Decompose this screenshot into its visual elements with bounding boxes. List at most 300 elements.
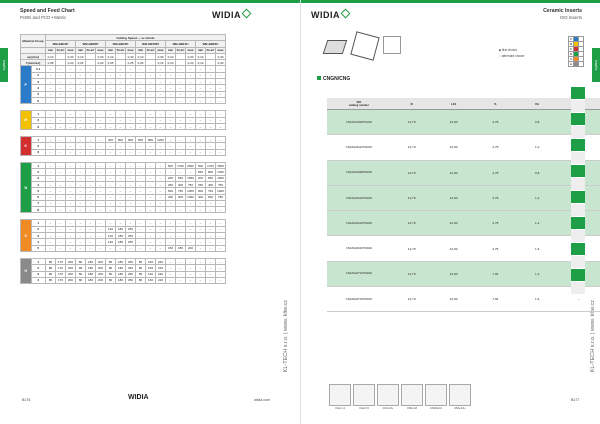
speed-value: – [76, 117, 86, 123]
insert-d-cell: 12,70 [391, 287, 433, 312]
speed-value: – [176, 200, 186, 206]
side-tab-inserts[interactable]: Inserts [0, 48, 8, 82]
speed-value: 200 [96, 271, 106, 277]
speed-value: – [186, 258, 196, 264]
subgroup-label: 6 [31, 97, 45, 103]
speed-value: – [66, 194, 76, 200]
chipbreaker-icon[interactable] [353, 384, 375, 410]
speed-value: – [216, 91, 226, 97]
speed-value: – [106, 200, 116, 206]
speed-value: – [66, 123, 76, 129]
speed-value: 160 [146, 271, 156, 277]
speed-value: – [186, 111, 196, 117]
insert-row[interactable] [327, 160, 600, 185]
speed-value: – [116, 163, 126, 169]
speed-value: – [136, 233, 146, 239]
speed-value: – [166, 97, 176, 103]
ap-value: 0,10 [46, 53, 56, 59]
speed-value: – [146, 97, 156, 103]
speed-value: – [176, 66, 186, 72]
speed-value: – [66, 245, 76, 251]
speed-value: – [186, 85, 196, 91]
speed-value: 250 [126, 277, 136, 283]
insert-l-cell: 12,90 [433, 261, 475, 286]
speed-value: – [136, 97, 146, 103]
speed-value: – [86, 207, 96, 213]
speed-value: – [146, 149, 156, 155]
speed-value: – [66, 220, 76, 226]
speed-value: 500 [196, 188, 206, 194]
speed-value: – [216, 79, 226, 85]
speed-value: – [196, 245, 206, 251]
speed-value: – [86, 91, 96, 97]
speed-value: 400 [206, 181, 216, 187]
speed-value: 80 [76, 265, 86, 271]
speed-value: – [116, 79, 126, 85]
speed-value: – [66, 91, 76, 97]
speed-value: – [136, 226, 146, 232]
speed-value: – [156, 123, 166, 129]
speed-value: – [126, 188, 136, 194]
speed-value: – [96, 111, 106, 117]
speed-value: – [146, 85, 156, 91]
speed-value: – [66, 207, 76, 213]
speed-value: – [146, 79, 156, 85]
speed-value: – [166, 226, 176, 232]
speed-value: – [66, 175, 76, 181]
speed-value: 200 [96, 277, 106, 283]
speed-value: – [56, 220, 66, 226]
speed-value: – [196, 200, 206, 206]
subgroup-label: 3 [31, 79, 45, 85]
speed-value: – [206, 277, 216, 283]
speed-value: 80 [106, 258, 116, 264]
top-bar [0, 0, 300, 3]
sub-header: St art [146, 48, 155, 53]
speed-value: – [76, 200, 86, 206]
speed-value: – [66, 200, 76, 206]
feed-label: f [mm/rev] [21, 60, 46, 66]
feed-value: 0,10 [166, 60, 176, 66]
speed-value: 650 [206, 175, 216, 181]
group-letter: M [21, 111, 32, 130]
speed-value: – [186, 79, 196, 85]
stripe-cell [571, 191, 585, 204]
speed-value: – [126, 163, 136, 169]
speed-value: – [96, 91, 106, 97]
speed-value: 250 [166, 181, 176, 187]
speed-value: – [46, 169, 56, 175]
insert-d-cell: 12,70 [391, 211, 433, 236]
speed-value: – [76, 111, 86, 117]
speed-value: – [106, 117, 116, 123]
speed-value: – [126, 245, 136, 251]
speed-value: 250 [126, 258, 136, 264]
subgroup-label: 2 [31, 226, 45, 232]
speed-value: 220 [156, 277, 166, 283]
speed-value: – [146, 72, 156, 78]
speed-value: – [56, 143, 66, 149]
feed-value: 0,05 [136, 60, 146, 66]
speed-value: 80 [76, 258, 86, 264]
stripe-cell [571, 113, 585, 126]
speed-value: – [56, 117, 66, 123]
chipbreaker-icon[interactable] [425, 384, 447, 410]
speed-value: – [76, 194, 86, 200]
footer-url[interactable]: widia.com [254, 398, 270, 402]
first-choice-note: ■ first choice [499, 48, 518, 52]
speed-value: – [206, 258, 216, 264]
sub-header: min [166, 47, 176, 53]
sub-header: max [97, 48, 104, 53]
feed-value: 0,25 [126, 60, 136, 66]
speed-value: – [146, 188, 156, 194]
speed-value: – [156, 85, 166, 91]
speed-value: – [166, 258, 176, 264]
logo-diamond-icon [242, 9, 252, 19]
speed-value: – [96, 233, 106, 239]
speed-value: – [146, 239, 156, 245]
speed-value: 170 [56, 265, 66, 271]
stripe-cell [571, 269, 585, 282]
feed-value: 0,15 [156, 60, 166, 66]
speed-value: – [76, 169, 86, 175]
speed-value: – [206, 149, 216, 155]
sub-header: max [217, 48, 224, 53]
speed-value: – [216, 111, 226, 117]
ap-value: 0,10 [196, 53, 206, 59]
speed-value: – [206, 111, 216, 117]
speed-value: – [136, 143, 146, 149]
speed-value: 80 [46, 258, 56, 264]
chipbreaker-icon-row [329, 384, 473, 410]
ap-value: 0,40 [66, 53, 76, 59]
speed-value: 180 [116, 265, 126, 271]
speed-value: – [136, 194, 146, 200]
speed-value: 250 [126, 271, 136, 277]
speed-value: 200 [166, 175, 176, 181]
spacer-cell [21, 130, 226, 137]
speed-value: – [206, 233, 216, 239]
speed-value: – [216, 226, 226, 232]
speed-value: – [116, 111, 126, 117]
speed-value: 180 [176, 245, 186, 251]
speed-value: – [116, 123, 126, 129]
chipbreaker-icon[interactable] [377, 384, 399, 410]
speed-value: – [206, 72, 216, 78]
speed-value: – [86, 111, 96, 117]
speed-value: – [46, 220, 56, 226]
speed-value: – [126, 207, 136, 213]
subgroup-label: 3 [31, 271, 45, 277]
speed-value: 600 [176, 194, 186, 200]
speed-value: – [46, 207, 56, 213]
chipbreaker-icon[interactable] [401, 384, 423, 410]
speed-value: – [106, 72, 116, 78]
legend-letter: P [569, 37, 572, 41]
speed-value: – [66, 163, 76, 169]
insert-s-cell: 4,76 [474, 211, 516, 236]
speed-value: – [186, 123, 196, 129]
speed-value: – [116, 143, 126, 149]
speed-value: 80 [136, 277, 146, 283]
speed-value: – [66, 117, 76, 123]
speed-value: – [46, 175, 56, 181]
speed-value: 2500 [187, 163, 194, 168]
insert-code-cell: CNGN120412T02020 [327, 185, 391, 210]
grade-header: WB-KB5625 [136, 41, 166, 47]
speed-value: – [46, 91, 56, 97]
speed-value: – [146, 91, 156, 97]
insert-s-cell: 4,76 [474, 185, 516, 210]
speed-value: – [166, 117, 176, 123]
speed-value: 750 [176, 188, 186, 194]
stripe-cell [571, 217, 585, 230]
legend-mark [579, 62, 584, 67]
insert-top-view-icon [350, 31, 379, 60]
ap-value: 0,30 [156, 53, 166, 59]
speed-value: – [76, 239, 86, 245]
speed-value: – [96, 175, 106, 181]
speed-value: – [96, 194, 106, 200]
speed-value: – [166, 239, 176, 245]
speed-value: 200 [96, 265, 106, 271]
speed-value: – [96, 97, 106, 103]
rg-header: Rε [516, 98, 558, 110]
insert-d-cell: 12,70 [391, 261, 433, 286]
speed-value: 80 [136, 271, 146, 277]
speed-value: – [216, 200, 226, 206]
speed-value: – [76, 143, 86, 149]
speed-value: 80 [106, 271, 116, 277]
speed-value: 170 [56, 277, 66, 283]
speed-value: 200 [66, 271, 76, 277]
speed-value: – [86, 245, 96, 251]
speed-value: – [46, 188, 56, 194]
subgroup-label: 3 [31, 123, 45, 129]
group-letter: S [21, 220, 32, 251]
feed-value: 0,40 [216, 60, 226, 66]
insert-row[interactable] [327, 236, 600, 261]
speed-value: – [186, 91, 196, 97]
insert-row[interactable] [327, 261, 600, 286]
stripe-cell [571, 139, 585, 152]
spacer-cell [21, 156, 226, 163]
speed-value: 750 [206, 188, 216, 194]
speed-value: – [76, 226, 86, 232]
stripe-cell [571, 152, 585, 165]
sub-header: max [67, 48, 74, 53]
speed-value: 160 [146, 277, 156, 283]
speed-value: – [56, 245, 66, 251]
speed-value: 1700 [207, 163, 214, 168]
speed-value: – [106, 194, 116, 200]
side-tab-inserts-right[interactable]: Inserts [592, 48, 600, 82]
chipbreaker-icon[interactable] [449, 384, 471, 410]
speed-value: – [106, 85, 116, 91]
speed-value: – [126, 111, 136, 117]
speed-value: – [66, 137, 76, 143]
speed-value: – [46, 200, 56, 206]
speed-value: – [196, 85, 206, 91]
speed-value: 750 [216, 181, 226, 187]
insert-code-cell: CNGN120712T02020 [327, 261, 391, 286]
speed-value: 200 [186, 245, 196, 251]
speed-value: – [156, 194, 166, 200]
page-subtitle: PcBN and PCD • Metric [20, 15, 67, 20]
speed-value: 1000 [187, 188, 194, 193]
s-header: S [474, 98, 516, 110]
speed-value: – [186, 149, 196, 155]
speed-value: – [196, 111, 206, 117]
sub-header: max [127, 48, 134, 53]
speed-value: 750 [216, 194, 226, 200]
insert-rg-cell: 1,2 [516, 211, 558, 236]
speed-value: – [196, 79, 206, 85]
speed-value: 400 [176, 181, 186, 187]
section-title-text: CNGN/CNG [323, 76, 351, 82]
speed-value: – [46, 137, 56, 143]
speed-value: – [166, 265, 176, 271]
subgroup-label: 2 [31, 169, 45, 175]
speed-value: 200 [66, 265, 76, 271]
insert-row[interactable] [327, 135, 600, 160]
stripe-cell [571, 256, 585, 269]
iso-header-line1: ISO [356, 100, 362, 104]
speed-value: 180 [86, 277, 96, 283]
speed-value: 160 [146, 258, 156, 264]
speed-value: – [126, 97, 136, 103]
speed-value: – [136, 220, 146, 226]
speed-value: 180 [116, 233, 126, 239]
speed-value: – [106, 143, 116, 149]
speed-value: – [206, 239, 216, 245]
insert-row[interactable] [327, 110, 600, 135]
iso-header-line2: catalog number [348, 103, 369, 107]
speed-value: – [86, 72, 96, 78]
speed-value: – [156, 226, 166, 232]
grade-header: WB-BB10P [46, 41, 76, 47]
speed-value: – [106, 123, 116, 129]
speed-value: – [76, 79, 86, 85]
speed-value: – [46, 239, 56, 245]
speed-value: – [56, 91, 66, 97]
speed-value: – [126, 79, 136, 85]
speed-value: – [186, 207, 196, 213]
speed-value: – [136, 181, 146, 187]
insert-code-cell: CNGN120408T02020 [327, 160, 391, 185]
group-spacer [21, 284, 226, 291]
brand-name: WIDIA [212, 10, 241, 20]
speed-value: 160 [146, 265, 156, 271]
speed-value: – [216, 239, 226, 245]
insert-l-cell: 12,90 [433, 160, 475, 185]
group-spacer [21, 104, 226, 111]
speed-value: – [196, 233, 206, 239]
speed-value: 200 [66, 277, 76, 283]
insert-side-view-icon [323, 40, 348, 54]
speed-value: – [156, 220, 166, 226]
subgroup-label: 3 [31, 233, 45, 239]
speed-value: – [176, 149, 186, 155]
speed-value: – [156, 239, 166, 245]
insert-row[interactable] [327, 287, 600, 312]
speed-value: – [166, 169, 176, 175]
speed-value: – [46, 111, 56, 117]
speed-value: – [146, 123, 156, 129]
speed-value: – [136, 72, 146, 78]
feed-value: 0,20 [66, 60, 76, 66]
speed-value: 180 [116, 271, 126, 277]
speed-value: – [86, 239, 96, 245]
speed-value: – [106, 169, 116, 175]
speed-value: – [216, 258, 226, 264]
speed-value: – [206, 220, 216, 226]
speed-value: – [166, 207, 176, 213]
speed-value: – [106, 188, 116, 194]
speed-value: – [56, 175, 66, 181]
speed-value: – [136, 245, 146, 251]
section-title [317, 76, 350, 82]
chipbreaker-icon[interactable] [329, 384, 351, 410]
spacer-cell [21, 104, 226, 111]
speed-value: 800 [146, 137, 156, 143]
speed-value: – [186, 72, 196, 78]
subgroup-label: 3 [31, 175, 45, 181]
subgroup-label: 1 [31, 137, 45, 143]
speed-value: – [66, 111, 76, 117]
speed-value: 170 [56, 258, 66, 264]
insert-row[interactable] [327, 211, 600, 236]
insert-s-cell: 4,76 [474, 160, 516, 185]
vertical-watermark: KL-TECH s.r.o. | www. kltw.cz [283, 300, 289, 373]
speed-value: – [76, 188, 86, 194]
speed-value: – [196, 66, 206, 72]
insert-l-cell: 12,90 [433, 135, 475, 160]
speed-value: – [166, 91, 176, 97]
insert-rg-cell: 0,8 [516, 110, 558, 135]
insert-header-row [327, 98, 600, 110]
speed-value: – [46, 143, 56, 149]
top-bar-right [301, 0, 600, 3]
speed-value: 550 [196, 169, 206, 175]
insert-row[interactable] [327, 185, 600, 210]
speed-value: – [176, 111, 186, 117]
speed-value: – [116, 188, 126, 194]
speed-value: – [156, 117, 166, 123]
speed-value: – [86, 143, 96, 149]
speed-value: 120 [106, 233, 116, 239]
subgroup-label: 2 [31, 265, 45, 271]
speed-value: – [106, 149, 116, 155]
brand-logo [212, 10, 250, 20]
speed-value: – [156, 97, 166, 103]
speed-value: – [86, 220, 96, 226]
speed-value: – [186, 200, 196, 206]
insert-rg-cell: 1,6 [516, 287, 558, 312]
speed-value: – [76, 233, 86, 239]
speed-value: 180 [116, 239, 126, 245]
sub-header: max [157, 48, 164, 53]
insert-dimension-diagram [383, 36, 401, 54]
speed-value: – [106, 245, 116, 251]
speed-value: – [116, 149, 126, 155]
speed-value: – [76, 97, 86, 103]
speed-value: – [66, 85, 76, 91]
speed-value: – [116, 220, 126, 226]
feed-value: 0,20 [96, 60, 106, 66]
speed-value: – [96, 72, 106, 78]
